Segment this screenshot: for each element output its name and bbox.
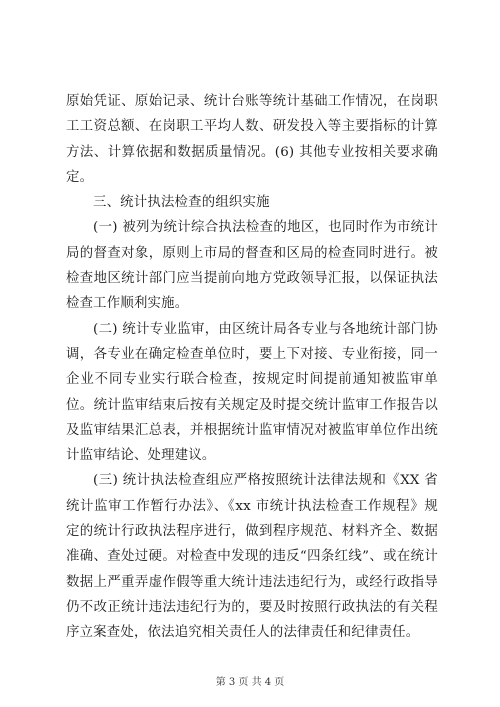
paragraph-continuation: 原始凭证、原始记录、统计台账等统计基础工作情况，在岗职工工资总额、在岗职工平均人数、研发投入等主要指标的计算方法、计算依据和数据质量情况。(6) 其他专业按相关要求确定。 xyxy=(66,94,438,185)
document-body xyxy=(66,89,438,646)
section-heading-organization: 三、统计执法检查的组织实施 xyxy=(93,195,270,211)
paragraph-item-1: (一) 被列为统计综合执法检查的地区，也同时作为市统计局的督查对象，原则上市局的督查和区局的检查同时进行。被检查地区统计部门应当提前向地方党政领导汇报，以保证执法检查工作顺利实施。 xyxy=(66,220,438,312)
page-footer: 第 3 页 共 4 页 xyxy=(215,677,285,688)
paragraph-item-3: (三) 统计执法检查组应严格按照统计法律法规和《XX 省统计监审工作暂行办法》、《xx 市统计执法检查工作规程》规定的统计行政执法程序进行，做到程序规范、材料齐全、数据准确、查处过硬。对检查中发现的违反“四条红线”、或在统计数据上严重弄虚作假等重大统计违法违纪行为，或经行政指导仍不改正统计违法违纪行为的，要及时按照行政执法的有关程序立案查处，依法追究相关责任人的法律责任和纪律责任。 xyxy=(66,473,438,641)
paragraph-item-2: (二) 统计专业监审，由区统计局各专业与各地统计部门协调，各专业在确定检查单位时，要上下对接、专业衔接，同一企业不同专业实行联合检查，按规定时间提前通知被监审单位。统计监审结束后按有关规定及时提交统计监审工作报告以及监审结果汇总表，并根据统计监审情况对被监审单位作出统计监审结论、处理建议。 xyxy=(66,321,438,464)
